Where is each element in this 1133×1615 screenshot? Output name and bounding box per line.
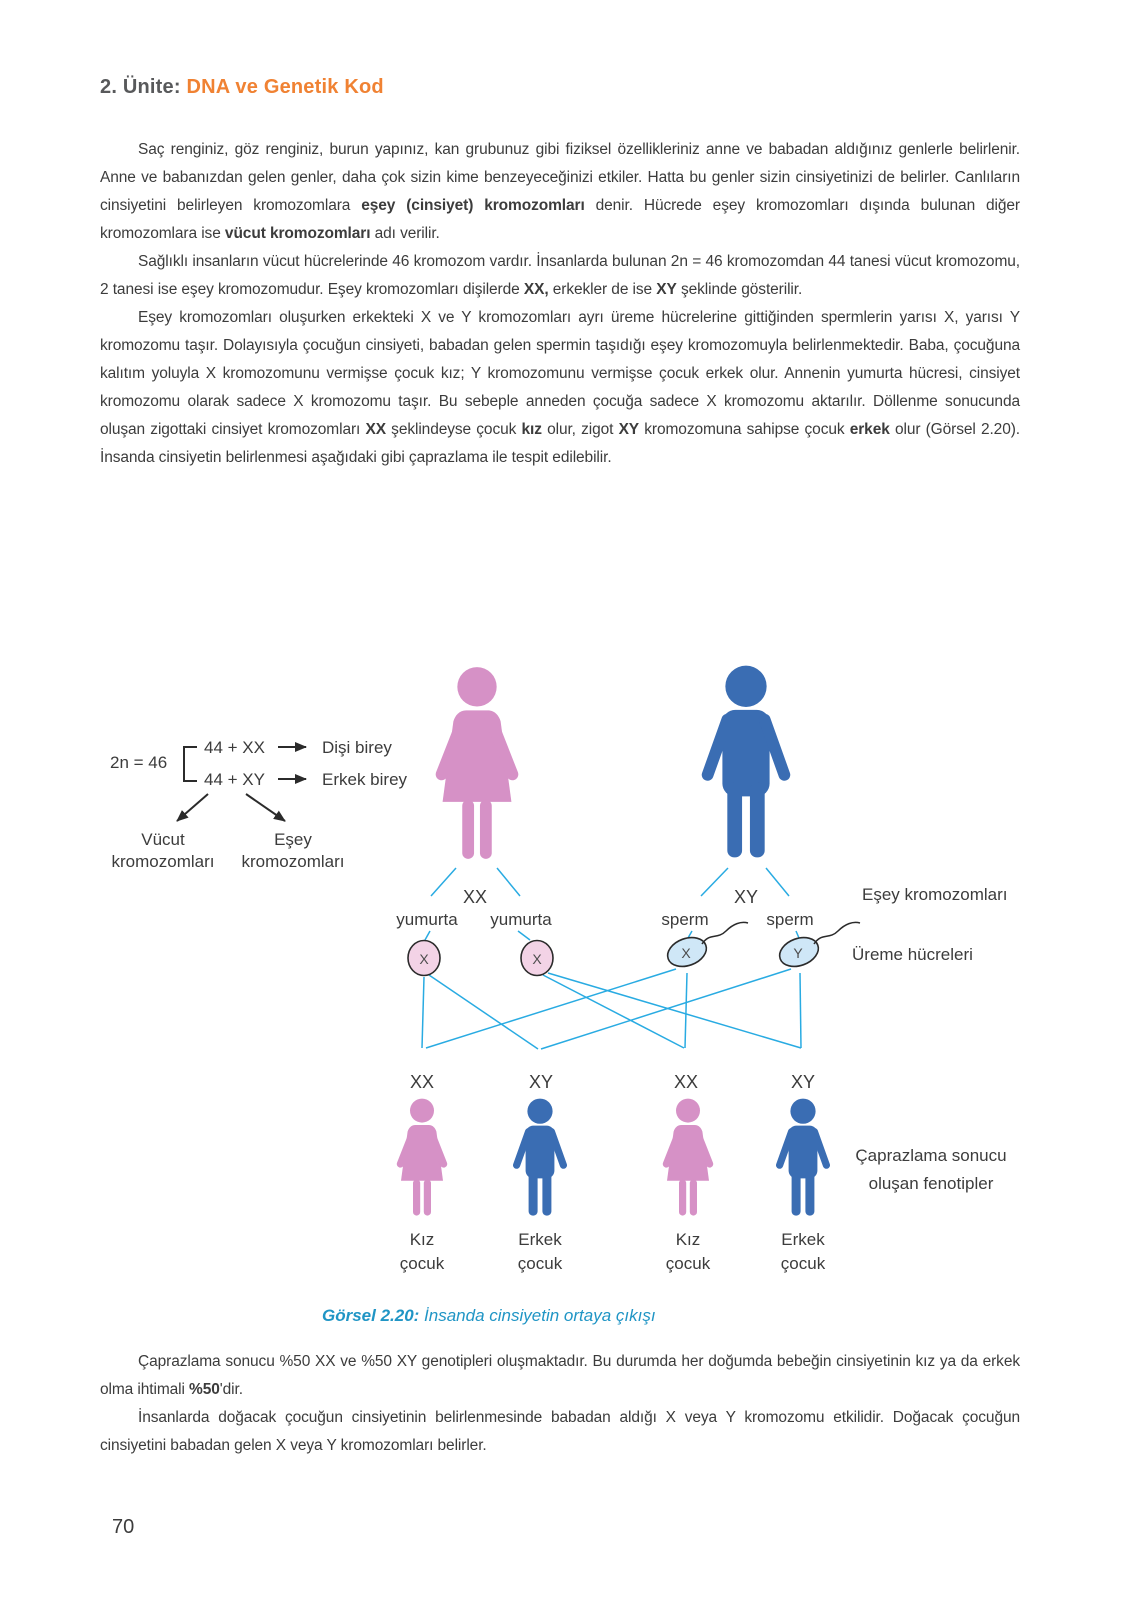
male-result-label: Erkek birey (322, 770, 408, 789)
paragraph-2: Sağlıklı insanların vücut hücrelerinde 46 kromozom vardır. İnsanlarda bulunan 2n = 46 kromozomdan 44 tanesi vücut kromozomu, 2 tanesi ise eşey kromozomudur. Eşey kromozomları dişilerde XX, erkekler de ise XY şeklinde gösterilir. (100, 253, 1020, 298)
paragraph-4: Çaprazlama sonucu %50 XX ve %50 XY genotipleri oluşmaktadır. Bu durumda her doğumda bebeğin cinsiyetinin kız ya da erkek olma ihtimali %50'dir. (100, 1353, 1020, 1398)
egg1-label-connector (425, 931, 430, 940)
paragraph-1: Saç renginiz, göz renginiz, burun yapınız, kan grubunuz gibi fiziksel özellikleriniz anne ve babadan aldığınız genlerle belirlenir. Anne ve babanızdan gelen genler, daha çok sizin kime benzeyeceğinizi etkiler. Hatta bu genler sizin cinsiyetinizi de belirler. Canlıların cinsiyetini belirleyen kromozomlara eşey (cinsiyet) kromozomları denir. Hücrede eşey kromozomları dışında bulunan diğer kromozomlara ise vücut kromozomları adı verilir. (100, 141, 1020, 242)
unit-number: 2. Ünite: (100, 76, 181, 98)
offspring4-suffix: çocuk (780, 1254, 826, 1273)
cross-sperm2-to-xy1 (541, 969, 791, 1049)
egg1-label: yumurta (396, 910, 458, 929)
sperm2-chromosome: Y (793, 945, 803, 961)
egg2-label-connector (518, 931, 530, 940)
mother-to-egg1-line (431, 868, 456, 896)
father-to-sperm2-line (766, 868, 789, 896)
sex-chromosomes-label-line1: Eşey (274, 830, 312, 849)
side-label-sex-chromosomes: Eşey kromozomları (862, 885, 1008, 904)
offspring4-name: Erkek (781, 1230, 825, 1249)
sperm-cells (664, 922, 860, 971)
arrow-to-sex-chromosomes (246, 794, 285, 821)
figure-caption (322, 1306, 656, 1326)
sperm2-tail (814, 922, 860, 944)
side-label-phenotypes-line2: oluşan fenotipler (868, 1174, 994, 1193)
mother-genotype-label: XX (462, 887, 488, 907)
karyotype-formula (110, 738, 408, 871)
offspring3-name: Kız (675, 1230, 701, 1249)
egg-cells (408, 941, 553, 976)
cross-sperm2-to-xy2 (800, 973, 801, 1048)
figure-caption-number: Görsel 2.20: (322, 1306, 420, 1325)
sex-chromosomes-label-line2: kromozomları (241, 852, 345, 871)
egg2-chromosome: X (532, 951, 542, 967)
offspring1-suffix: çocuk (399, 1254, 445, 1273)
side-label-reproductive-cells: Üreme hücreleri (852, 945, 973, 964)
offspring3-genotype: XX (673, 1072, 699, 1092)
formula-bracket (184, 747, 197, 781)
sperm2-label-connector (796, 931, 799, 938)
female-formula-label: 44 + XX (204, 738, 265, 757)
paragraph-5: İnsanlarda doğacak çocuğun cinsiyetinin belirlenmesinde babadan aldığı X veya Y kromozomu etkilidir. Doğacak çocuğun cinsiyetini babadan gelen X veya Y kromozomları belirler. (100, 1409, 1020, 1454)
offspring4-genotype: XY (790, 1072, 816, 1092)
sperm1-chromosome: X (681, 945, 691, 961)
male-formula-label: 44 + XY (204, 770, 265, 789)
offspring2-suffix: çocuk (517, 1254, 563, 1273)
egg2-label: yumurta (490, 910, 552, 929)
top-text-block (100, 136, 1020, 472)
cross-egg2-to-xx2 (543, 975, 684, 1048)
offspring1-name: Kız (409, 1230, 435, 1249)
arrow-to-body-chromosomes (177, 794, 208, 821)
father-figure (708, 666, 785, 858)
father-to-sperm1-line (701, 868, 728, 896)
mother-to-egg2-line (497, 868, 520, 896)
sperm2-label: sperm (766, 910, 814, 929)
body-chromosomes-label-line1: Vücut (141, 830, 185, 849)
cross-sperm1-to-xx2 (685, 973, 687, 1048)
offspring4-boy-figure (780, 1099, 827, 1216)
unit-header (100, 76, 384, 99)
sperm1-label: sperm (661, 910, 709, 929)
offspring2-name: Erkek (518, 1230, 562, 1249)
female-result-label: Dişi birey (322, 738, 392, 757)
egg1-chromosome: X (419, 951, 429, 967)
paragraph-3: Eşey kromozomları oluşurken erkekteki X ve Y kromozomları ayrı üreme hücrelerine gittiğinden spermlerin yarısı X, yarısı Y kromozomu taşır. Dolayısıyla çocuğun cinsiyeti, babadan gelen spermin taşıdığı eşey kromozomuyla belirlenmektedir. Baba, çocuğuna kalıtım yoluyla X kromozomunu vermişse çocuk kız; Y kromozomunu vermişse çocuk erkek olur. Annenin yumurta hücresi, cinsiyet kromozomu olarak sadece X kromozomu taşır. Bu sebeple anneden çocuğa sadece X kromozomu aktarılır. Döllenme sonucunda oluşan zigottaki cinsiyet kromozomları XX şeklindeyse çocuk kız olur, zigot XY kromozomuna sahipse çocuk erkek olur (Görsel 2.20). İnsanda cinsiyetin belirlenmesi aşağıdaki gibi çaprazlama ile tespit edilebilir. (100, 309, 1020, 466)
offspring1-girl-figure (400, 1099, 443, 1216)
father-genotype-label: XY (733, 887, 759, 907)
figure-caption-text: İnsanda cinsiyetin ortaya çıkışı (419, 1306, 656, 1325)
offspring1-genotype: XX (409, 1072, 435, 1092)
cross-egg1-to-xy1 (429, 975, 538, 1049)
offspring3-suffix: çocuk (665, 1254, 711, 1273)
cross-egg1-to-xx1 (422, 977, 424, 1048)
bottom-text-block (100, 1348, 1020, 1460)
unit-title: DNA ve Genetik Kod (186, 76, 384, 98)
offspring2-genotype: XY (528, 1072, 554, 1092)
body-chromosomes-label-line2: kromozomları (111, 852, 215, 871)
sex-determination-diagram (0, 600, 1133, 1300)
side-label-phenotypes-line1: Çaprazlama sonucu (855, 1146, 1007, 1165)
formula-total-label: 2n = 46 (110, 753, 168, 772)
offspring3-girl-figure (666, 1099, 709, 1216)
sperm1-tail (702, 922, 748, 944)
offspring2-boy-figure (517, 1099, 564, 1216)
page-number: 70 (112, 1516, 135, 1538)
cross-egg2-to-xy2 (548, 973, 801, 1048)
cross-sperm1-to-xx1 (426, 969, 676, 1048)
mother-figure (442, 667, 513, 859)
